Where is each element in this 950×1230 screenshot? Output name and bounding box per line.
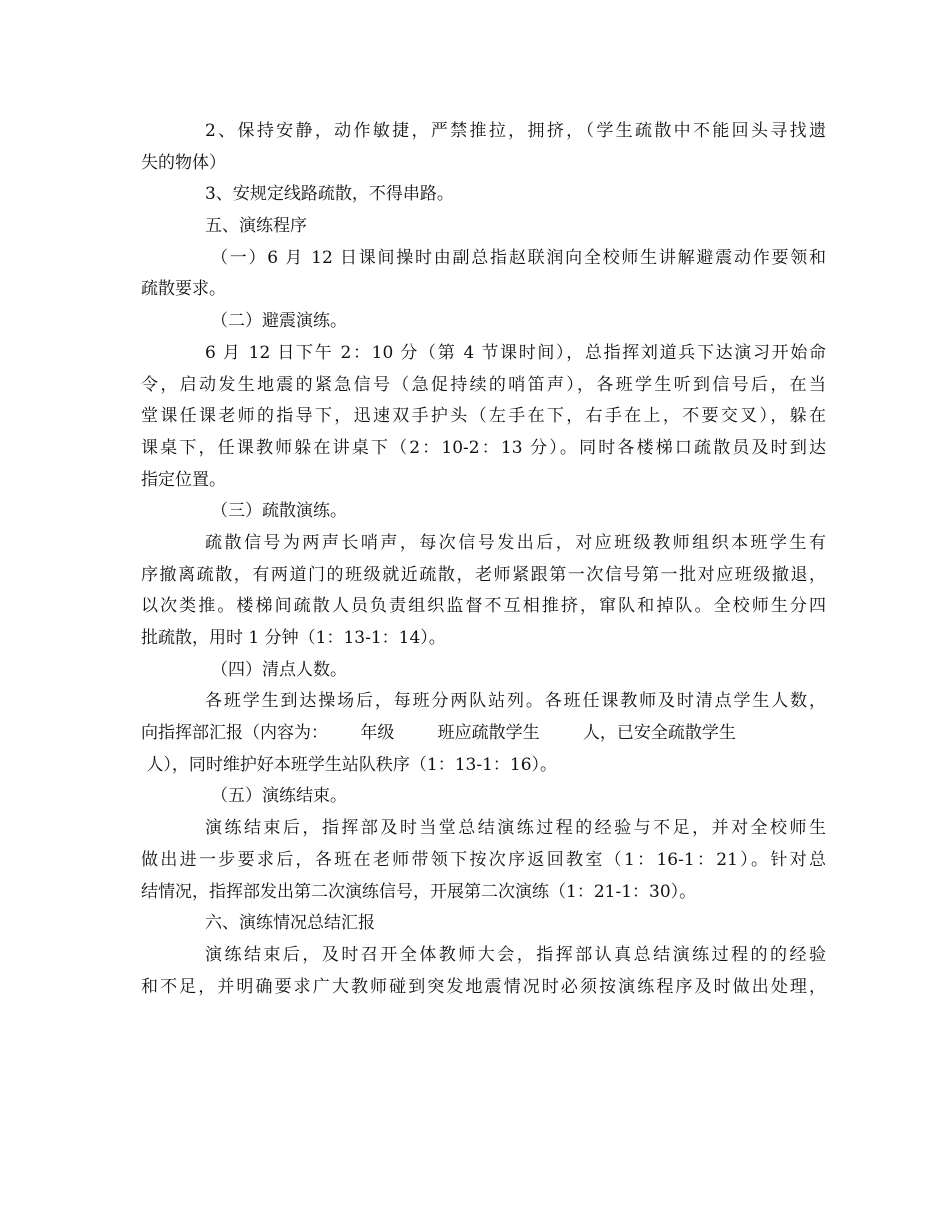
text-line: （五）演练结束。 xyxy=(211,786,347,807)
text-line: 疏散信号为两声长哨声，每次信号发出后，对应班级教师组织本班学生有 xyxy=(205,532,826,553)
text-line: 各班学生到达操场后，每班分两队站列。各班任课教师及时清点学生人数， xyxy=(205,691,826,712)
text-line: 六、演练情况总结汇报 xyxy=(205,913,375,934)
text-line: 以次类推。楼梯间疏散人员负责组织监督不互相推挤，窜队和掉队。全校师生分四 xyxy=(141,596,826,617)
text-line: （四）清点人数。 xyxy=(211,659,347,680)
text-line: 课桌下，任课教师躲在讲桌下（2：10-2：13 分）。同时各楼梯口疏散员及时到达 xyxy=(141,437,826,458)
text-line: 3、安规定线路疏散，不得串路。 xyxy=(205,184,454,205)
text-line: 序撤离疏散，有两道门的班级就近疏散，老师紧跟第一次信号第一批对应班级撤退， xyxy=(141,564,826,585)
text-line: 6 月 12 日下午 2：10 分（第 4 节课时间），总指挥刘道兵下达演习开始命 xyxy=(205,342,826,363)
text-line: （一）6 月 12 日课间操时由副总指赵联润向全校师生讲解避震动作要领和 xyxy=(211,247,826,268)
text-line: 演练结束后，及时召开全体教师大会，指挥部认真总结演练过程的的经验 xyxy=(205,944,826,965)
text-line: 人），同时维护好本班学生站队秩序（1：13-1：16）。 xyxy=(141,754,558,775)
text-line: 向指挥部汇报（内容为： 年级 班应疏散学生 人，已安全疏散学生 xyxy=(141,723,736,744)
text-line: （三）疏散演练。 xyxy=(211,501,347,522)
text-line: 失的物体） xyxy=(141,152,226,173)
text-line: 指定位置。 xyxy=(141,469,226,490)
text-line: 演练结束后，指挥部及时当堂总结演练过程的经验与不足，并对全校师生 xyxy=(205,818,826,839)
text-line: 疏散要求。 xyxy=(141,279,226,300)
text-line: 做出进一步要求后，各班在老师带领下按次序返回教室（1：16-1：21）。针对总 xyxy=(141,849,826,870)
text-line: 堂课任课老师的指导下，迅速双手护头（左手在下，右手在上，不要交叉），躲在 xyxy=(141,406,826,427)
document-page xyxy=(141,116,826,1003)
text-line: 和不足，并明确要求广大教师碰到突发地震情况时必须按演练程序及时做出处理， xyxy=(141,976,826,997)
text-line: （二）避震演练。 xyxy=(211,311,347,332)
text-line: 2、保持安静，动作敏捷，严禁推拉，拥挤，（学生疏散中不能回头寻找遗 xyxy=(205,121,826,141)
text-line: 批疏散，用时 1 分钟（1：13-1：14）。 xyxy=(141,628,446,648)
text-line: 五、演练程序 xyxy=(205,216,307,237)
text-line: 令，启动发生地震的紧急信号（急促持续的哨笛声），各班学生听到信号后，在当 xyxy=(141,374,826,395)
text-line: 结情况，指挥部发出第二次演练信号，开展第二次演练（1：21-1：30）。 xyxy=(141,881,697,902)
